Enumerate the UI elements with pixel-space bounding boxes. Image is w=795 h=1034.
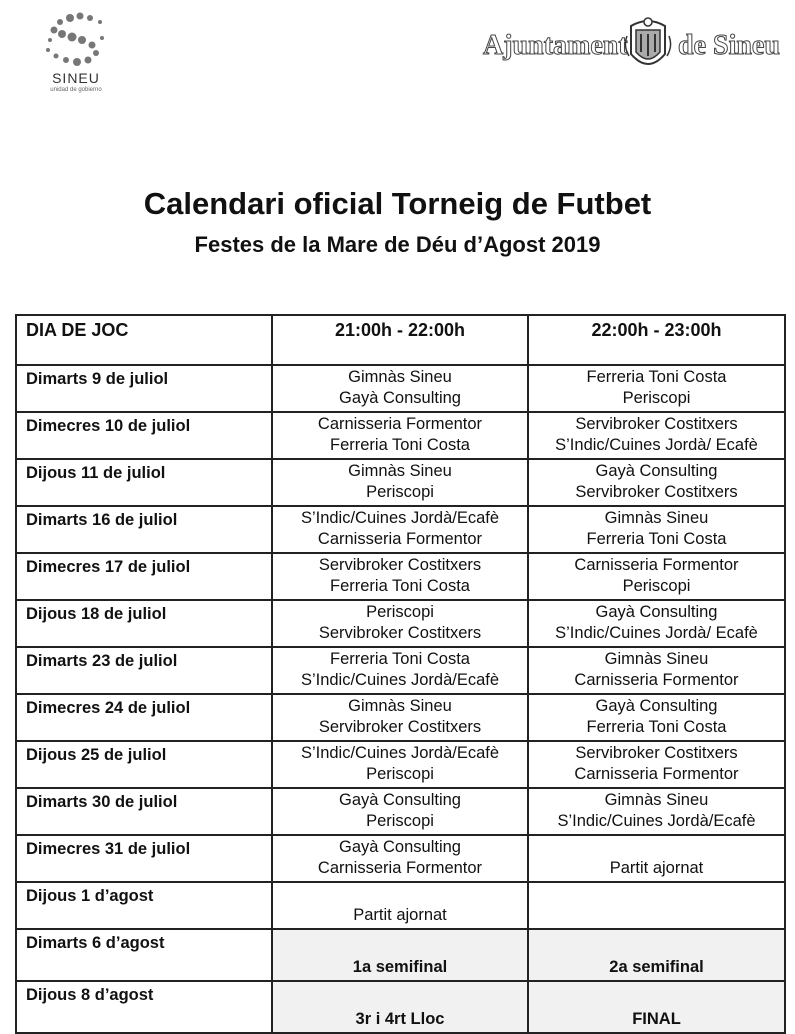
match-cell-1 bbox=[272, 788, 528, 835]
team-name: Servibroker Costitxers bbox=[575, 483, 738, 501]
team-name: Gimnàs Sineu bbox=[604, 509, 709, 527]
row-day: Dimecres 10 de juliol bbox=[16, 412, 272, 459]
team-name: Gayà Consulting bbox=[339, 791, 461, 809]
team-name: Ferreria Toni Costa bbox=[586, 530, 727, 548]
note-cell-1: 1a semifinal bbox=[272, 929, 528, 981]
team-name: Gimnàs Sineu bbox=[604, 650, 709, 668]
team-name: Carnisseria Formentor bbox=[317, 415, 483, 433]
team-name: Ferreria Toni Costa bbox=[586, 368, 727, 386]
table-row bbox=[16, 741, 785, 788]
match-cell-1 bbox=[272, 412, 528, 459]
table-row bbox=[16, 929, 785, 981]
match-cell-1 bbox=[272, 553, 528, 600]
sineu-logo bbox=[36, 10, 116, 93]
match-cell-2 bbox=[528, 788, 785, 835]
team-name: Servibroker Costitxers bbox=[575, 415, 738, 433]
coat-of-arms-icon bbox=[623, 16, 673, 76]
row-day: Dimarts 30 de juliol bbox=[16, 788, 272, 835]
team-name: Gimnàs Sineu bbox=[348, 368, 452, 386]
team-name: Periscopi bbox=[366, 483, 434, 501]
table-row bbox=[16, 506, 785, 553]
row-day: Dimecres 24 de juliol bbox=[16, 694, 272, 741]
team-name: S’Indic/Cuines Jordà/Ecafè bbox=[300, 744, 500, 762]
table-row bbox=[16, 788, 785, 835]
document-title: Calendari oficial Torneig de Futbet bbox=[143, 186, 652, 221]
table-row bbox=[16, 647, 785, 694]
row-day: Dimarts 9 de juliol bbox=[16, 365, 272, 412]
table-row bbox=[16, 882, 785, 929]
row-day: Dijous 11 de juliol bbox=[16, 459, 272, 506]
row-day: Dijous 1 d’agost bbox=[16, 882, 272, 929]
team-name: Ferreria Toni Costa bbox=[329, 577, 470, 595]
note-cell-2: Partit ajornat bbox=[528, 835, 785, 882]
ajuntament-word: Ajuntament bbox=[483, 30, 628, 61]
team-name: S’Indic/Cuines Jordà/Ecafè bbox=[300, 509, 500, 527]
team-name: Ferreria Toni Costa bbox=[329, 650, 470, 668]
match-cell-1 bbox=[272, 647, 528, 694]
match-cell-2 bbox=[528, 694, 785, 741]
team-name: Gimnàs Sineu bbox=[348, 697, 452, 715]
match-cell-1 bbox=[272, 835, 528, 882]
row-day: Dijous 18 de juliol bbox=[16, 600, 272, 647]
team-name: Gayà Consulting bbox=[339, 838, 461, 856]
header-slot-2: 22:00h - 23:00h bbox=[528, 315, 785, 365]
table-header-row bbox=[16, 315, 785, 365]
team-name: Carnisseria Formentor bbox=[574, 671, 739, 689]
header-day: DIA DE JOC bbox=[16, 315, 272, 365]
team-name: Carnisseria Formentor bbox=[574, 765, 739, 783]
note-cell-2: 2a semifinal bbox=[528, 929, 785, 981]
match-cell-1 bbox=[272, 694, 528, 741]
team-name: Gayà Consulting bbox=[595, 462, 718, 480]
match-cell-2 bbox=[528, 412, 785, 459]
table-row bbox=[16, 412, 785, 459]
table-row bbox=[16, 835, 785, 882]
table-row bbox=[16, 459, 785, 506]
team-name: Periscopi bbox=[622, 577, 691, 595]
match-cell-1 bbox=[272, 506, 528, 553]
match-cell-2 bbox=[528, 506, 785, 553]
sineu-s-logo-icon bbox=[40, 10, 110, 68]
team-name: S’Indic/Cuines Jordà/Ecafè bbox=[300, 671, 500, 689]
ajuntament-logo bbox=[483, 16, 783, 76]
team-name: S’Indic/Cuines Jordà/Ecafè bbox=[557, 812, 756, 830]
row-day: Dimecres 17 de juliol bbox=[16, 553, 272, 600]
row-day: Dimarts 6 d’agost bbox=[16, 929, 272, 981]
team-name: Gimnàs Sineu bbox=[348, 462, 452, 480]
note-cell-1: Partit ajornat bbox=[272, 882, 528, 929]
match-cell-1 bbox=[272, 600, 528, 647]
table-row bbox=[16, 600, 785, 647]
match-cell-1 bbox=[272, 741, 528, 788]
table-row bbox=[16, 694, 785, 741]
team-name: Gayà Consulting bbox=[339, 389, 461, 407]
sineu-logo-text: SINEU bbox=[52, 70, 100, 86]
match-cell-2 bbox=[528, 553, 785, 600]
de-sineu-word: de Sineu bbox=[678, 30, 780, 61]
document-subtitle: Festes de la Mare de Déu d’Agost 2019 bbox=[194, 232, 601, 257]
row-day: Dimarts 23 de juliol bbox=[16, 647, 272, 694]
team-name: Servibroker Costitxers bbox=[318, 718, 482, 736]
note-cell-1: 3r i 4rt Lloc bbox=[272, 981, 528, 1033]
match-cell-2 bbox=[528, 600, 785, 647]
sineu-logo-tagline: unidad de gobierno bbox=[50, 87, 102, 93]
match-cell-2 bbox=[528, 741, 785, 788]
team-name: Carnisseria Formentor bbox=[317, 530, 483, 548]
team-name: Periscopi bbox=[366, 765, 434, 783]
team-name: S’Indic/Cuines Jordà/ Ecafè bbox=[555, 436, 758, 454]
match-cell-2 bbox=[528, 365, 785, 412]
team-name: Carnisseria Formentor bbox=[574, 556, 739, 574]
match-cell-1 bbox=[272, 459, 528, 506]
row-day: Dimecres 31 de juliol bbox=[16, 835, 272, 882]
team-name: Servibroker Costitxers bbox=[318, 624, 482, 642]
schedule-table bbox=[15, 314, 786, 1034]
row-day: Dimarts 16 de juliol bbox=[16, 506, 272, 553]
table-row bbox=[16, 365, 785, 412]
row-day: Dijous 25 de juliol bbox=[16, 741, 272, 788]
table-row bbox=[16, 553, 785, 600]
team-name: Gayà Consulting bbox=[595, 603, 718, 621]
team-name: Periscopi bbox=[366, 603, 434, 621]
table-row bbox=[16, 981, 785, 1033]
team-name: Carnisseria Formentor bbox=[317, 859, 483, 877]
team-name: Gayà Consulting bbox=[595, 697, 718, 715]
match-cell-1 bbox=[272, 365, 528, 412]
team-name: Servibroker Costitxers bbox=[318, 556, 482, 574]
note-cell-2 bbox=[528, 882, 785, 929]
team-name: Ferreria Toni Costa bbox=[329, 436, 470, 454]
row-day: Dijous 8 d’agost bbox=[16, 981, 272, 1033]
team-name: Periscopi bbox=[366, 812, 434, 830]
note-cell-2: FINAL bbox=[528, 981, 785, 1033]
team-name: S’Indic/Cuines Jordà/ Ecafè bbox=[555, 624, 758, 642]
team-name: Periscopi bbox=[622, 389, 691, 407]
header-slot-1: 21:00h - 22:00h bbox=[272, 315, 528, 365]
match-cell-2 bbox=[528, 647, 785, 694]
team-name: Ferreria Toni Costa bbox=[586, 718, 727, 736]
match-cell-2 bbox=[528, 459, 785, 506]
team-name: Gimnàs Sineu bbox=[604, 791, 709, 809]
team-name: Servibroker Costitxers bbox=[575, 744, 738, 762]
